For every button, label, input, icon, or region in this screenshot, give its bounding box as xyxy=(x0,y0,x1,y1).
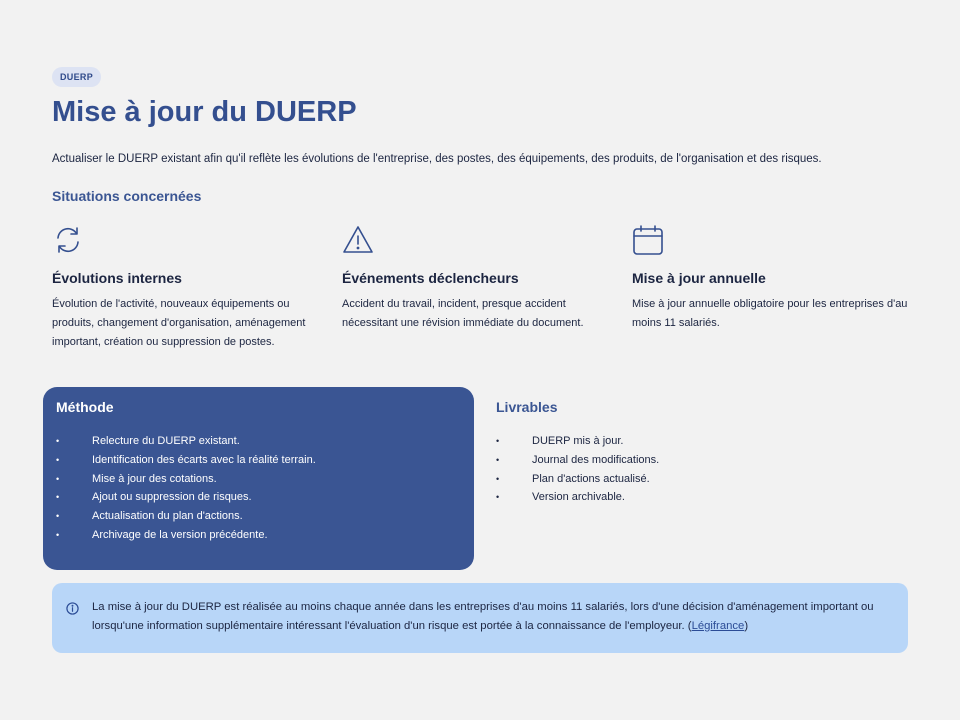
note-suffix: ) xyxy=(744,620,749,632)
info-icon xyxy=(66,602,79,615)
note-text: La mise à jour du DUERP est réalisée au moins chaque année dans les entreprises d'au moins 11 salariés, lors d'une décision d'aménagement important ou lorsqu'une information supplémentaire intéressant l'évaluation d'un risque est portée à la connaissance de l'employeur. ( xyxy=(92,601,874,632)
livrables-panel xyxy=(496,399,916,507)
list-item: • DUERP mis à jour. xyxy=(496,432,916,451)
situation-text: Accident du travail, incident, presque accident nécessitant une révision immédiate du document. xyxy=(342,298,584,329)
situation-card-annual xyxy=(632,224,912,333)
methode-heading: Méthode xyxy=(56,399,114,415)
refresh-icon xyxy=(52,224,84,256)
category-badge: DUERP xyxy=(52,67,101,87)
info-note xyxy=(52,583,908,653)
situations-heading: Situations concernées xyxy=(52,188,202,204)
list-item: • Version archivable. xyxy=(496,488,916,507)
intro-text: Actualiser le DUERP existant afin qu'il reflète les évolutions de l'entreprise, des postes, des équipements, des produits, de l'organisation et des risques. xyxy=(52,153,822,165)
situation-text: Mise à jour annuelle obligatoire pour les entreprises d'au moins 11 salariés. xyxy=(632,298,908,329)
legifrance-link[interactable]: Légifrance xyxy=(691,620,745,632)
livrables-list xyxy=(496,432,916,507)
list-item: • Mise à jour des cotations. xyxy=(56,470,461,489)
methode-list xyxy=(56,432,461,545)
list-item: • Relecture du DUERP existant. xyxy=(56,432,461,451)
list-item: • Actualisation du plan d'actions. xyxy=(56,507,461,526)
livrables-heading: Livrables xyxy=(496,399,558,415)
page-title: Mise à jour du DUERP xyxy=(52,96,357,128)
list-item: • Identification des écarts avec la réalité terrain. xyxy=(56,451,461,470)
situation-title: Événements déclencheurs xyxy=(342,270,519,286)
list-item: • Ajout ou suppression de risques. xyxy=(56,488,461,507)
list-item: • Plan d'actions actualisé. xyxy=(496,470,916,489)
situation-text: Évolution de l'activité, nouveaux équipements ou produits, changement d'organisation, aménagement important, création ou suppression de postes. xyxy=(52,298,306,348)
situation-title: Mise à jour annuelle xyxy=(632,270,766,286)
situation-card-events xyxy=(342,224,622,333)
list-item: • Archivage de la version précédente. xyxy=(56,526,461,545)
list-item: • Journal des modifications. xyxy=(496,451,916,470)
warning-icon xyxy=(342,224,374,256)
situation-card-internal xyxy=(52,224,332,352)
calendar-icon xyxy=(632,224,664,256)
situation-title: Évolutions internes xyxy=(52,270,182,286)
methode-panel xyxy=(43,387,474,570)
